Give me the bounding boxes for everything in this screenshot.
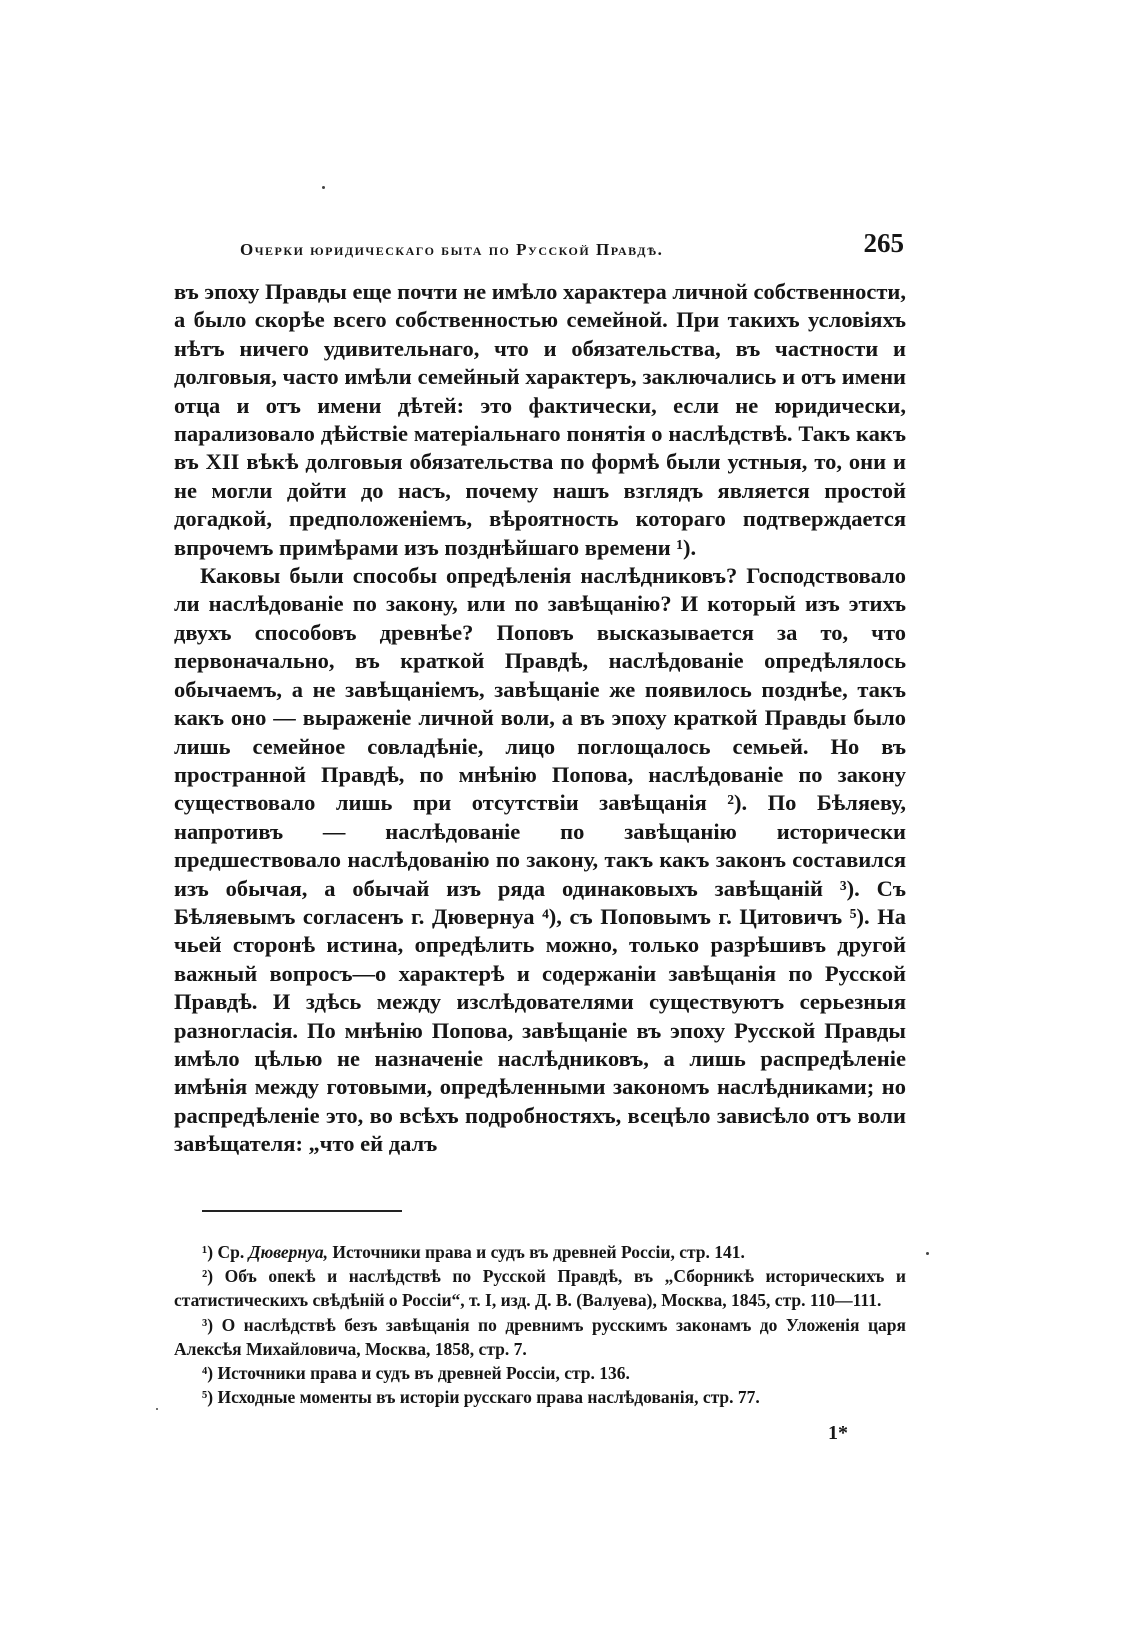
footnote-text: О наслѣдствѣ безъ завѣщанія по древнимъ русскимъ законамъ до Уложенія царя Алексѣя Михайловича, Москва, 1858, стр. 7. [174,1314,906,1359]
footnote-mark: ³) [202,1314,214,1335]
footnote [174,1385,906,1409]
paragraph-text: ³). Съ Бѣляевымъ согласенъ г. Дювернуа [174,875,907,929]
paragraph [174,278,906,562]
paragraph-text: ⁵). На чьей сторонѣ истина, опредѣлить можно, только разрѣшивъ другой важный вопросъ—о характерѣ и содержаніи завѣщанія по Русской Правдѣ. И здѣсь между изслѣдователями существуютъ серьезныя разногласія. По мнѣнію Попова, завѣщаніе въ эпоху Русской Правды имѣло цѣлью не назначеніе наслѣдниковъ, а лишь распредѣленіе имѣнія между готовыми, опредѣленными закономъ наслѣдниками; но распредѣленіе это, во всѣхъ подробностяхъ, всецѣло зависѣло отъ воли завѣщателя: „что ей далъ [174,903,907,1157]
footnote-mark: ¹) [202,1242,214,1262]
footnote-author: Дювернуа, [248,1242,329,1262]
footnote-lead: Ср. [217,1242,245,1262]
running-title: Очерки юридическаго быта по Русской Правдѣ. [240,240,664,259]
footnotes [174,1240,906,1409]
page-header [240,226,904,264]
footnote-text: Объ опекѣ и наслѣдствѣ по Русской Правдѣ, въ „Сборникѣ историческихъ и статистическихъ свѣдѣній о Россіи“, т. I, изд. Д. В. (Валуева), Москва, 1845, стр. 110—111. [174,1266,906,1311]
footnote [174,1313,906,1361]
footnote-mark: ⁴) [202,1363,214,1384]
footnote-text: Исходные моменты въ исторіи русскаго права наслѣдованія, стр. 77. [217,1387,760,1408]
paragraph-text: въ эпоху Правды еще почти не имѣло характера личной собственности, а было скорѣе всего собственностью семейной. При такихъ условіяхъ нѣтъ ничего удивительнаго, что и обязательства, въ частности и долговыя, часто имѣли семейный характеръ, заключались и отъ имени отца и отъ имени дѣтей: это фактически, если не юридически, парализовало дѣйствіе матеріальнаго понятія о наслѣдствѣ. Такъ какъ въ XII вѣкѣ долговыя обязательства по формѣ были устныя, то, они и не могли дойти до насъ, почему нашъ взглядъ является простой догадкой, предположеніемъ, вѣроятность котораго подтверждается впрочемъ примѣрами изъ позднѣйшаго времени [174,279,906,560]
footnote [174,1240,906,1264]
paragraph-text: Каковы были способы опредѣленія наслѣдниковъ? Господствовало ли наслѣдованіе по закону, или по завѣщанію? И который изъ этихъ двухъ способовъ древнѣе? Поповъ высказывается за то, что первоначально, въ краткой Правдѣ, наслѣдованіе опредѣлялось обычаемъ, а не завѣщаніемъ, завѣщаніе же появилось позднѣе, такъ какъ оно — выраженіе личной воли, а въ эпоху краткой Правды было лишь семейное совладѣніе, лицо поглощалось семьей. Но въ пространной Правдѣ, по мнѣнію Попова, наслѣдованіе по закону существовало лишь при отсутствіи завѣщанія [174,563,906,816]
scan-speck [322,186,325,189]
paragraph-text: ²). По Бѣляеву, напротивъ — наслѣдованіе по завѣщанію исторически предшествовало наслѣдованію по закону, такъ какъ законъ составился изъ обычая, а обычай изъ ряда одинаковыхъ завѣщаній [174,790,906,901]
footnote [174,1264,906,1312]
footnote-mark: ²) [202,1266,214,1287]
signature-mark: 1* [828,1422,848,1444]
paragraph [174,562,906,1159]
page-number: 265 [863,228,904,258]
footnote-divider [202,1210,402,1212]
footnote-text: Источники права и судъ въ древней Россіи, стр. 136. [217,1363,630,1384]
footnote-text: Источники права и судъ въ древней Россіи, стр. 141. [332,1242,745,1262]
footnote-mark: ⁵) [202,1387,214,1408]
footnote [174,1361,906,1385]
main-text [174,278,906,1159]
scan-speck [156,1408,158,1410]
scan-speck [926,1252,929,1255]
footnote-ref: ¹). [676,534,697,560]
paragraph-text: ⁴), съ Поповымъ г. Цитовичъ [542,903,843,929]
